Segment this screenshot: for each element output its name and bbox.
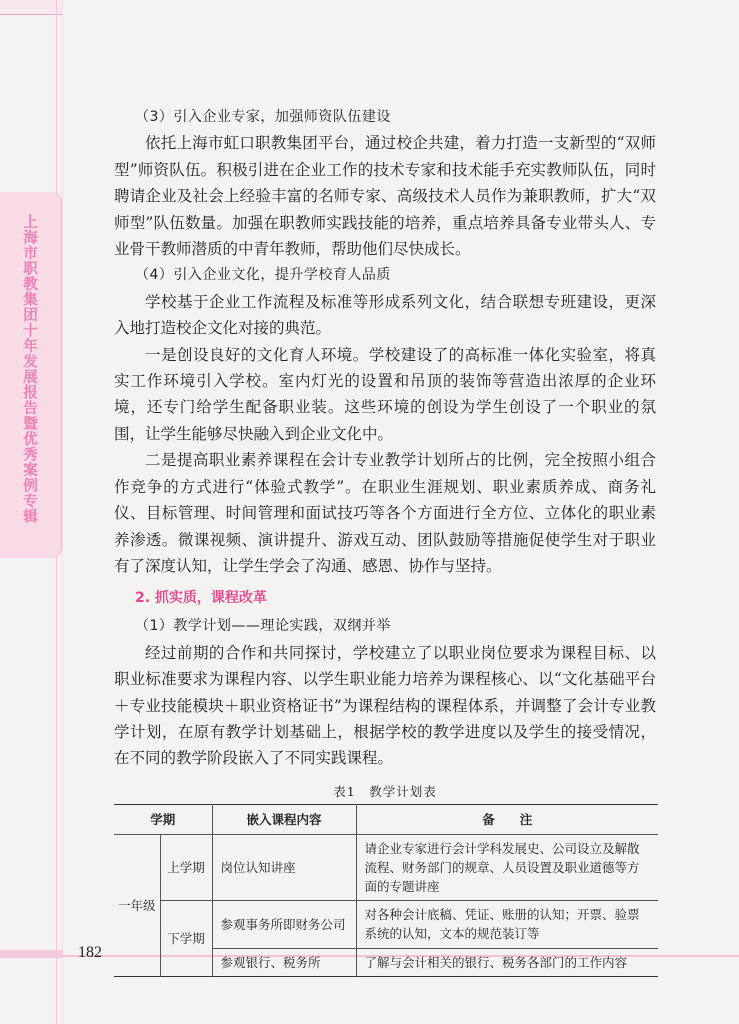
- course-cell: 参观事务所即财务公司: [212, 900, 356, 948]
- paragraph: 学校基于企业工作流程及标准等形成系列文化，结合联想专班建设，更深入地打造校企文化对接的典范。: [114, 292, 656, 338]
- term-cell: 上学期: [160, 834, 212, 900]
- table-header-row: [114, 804, 658, 834]
- note-cell: 了解与会计相关的银行、税务各部门的工作内容: [356, 948, 658, 976]
- side-tab-title: 上海市职教集团十年发展报告暨优秀案例专辑: [21, 214, 37, 524]
- teaching-plan-table: [114, 804, 658, 977]
- header-term: 学期: [114, 804, 212, 834]
- subsection-heading-3: （3）引入企业专家，加强师资队伍建设: [135, 109, 391, 125]
- paragraph: 依托上海市虹口职教集团平台，通过校企共建，着力打造一支新型的“双师型”师资队伍。积极引进在企业工作的技术专家和技术能手充实教师队伍，同时聘请企业及社会上经验丰富的名师专家、高级技术人员作为兼职教师，扩大“双师型”队伍数量。加强在职教师实践技能的培养，重点培养具备专业带头人、专业骨干教师潜质的中青年教师，帮助他们尽快成长。: [114, 134, 656, 259]
- paragraph: 经过前期的合作和共同探讨，学校建立了以职业岗位要求为课程目标、以职业标准要求为课程内容、以学生职业能力培养为课程核心、以“文化基础平台＋专业技能模块＋职业资格证书”为课程结构的课程体系，并调整了会计专业教学计划，在原有教学计划基础上，根据学校的教学进度以及学生的接受情况，在不同的教学阶段嵌入了不同实践课程。: [114, 643, 656, 768]
- paragraph: 一是创设良好的文化育人环境。学校建设了的高标准一体化实验室，将真实工作环境引入学校。室内灯光的设置和吊顶的装饰等营造出浓厚的企业环境，还专门给学生配备职业装。这些环境的创设为学生创设了一个职业的氛围，让学生能够尽快融入到企业文化中。: [114, 345, 656, 443]
- margin-rule-inner: [62, 0, 63, 1024]
- top-corner-band: [0, 0, 63, 15]
- course-cell: 岗位认知讲座: [212, 834, 356, 900]
- section-heading-2: 2. 抓实质，课程改革: [135, 590, 267, 607]
- note-cell: 对各种会计底稿、凭证、账册的认知；开票、验票系统的认知，文本的规范装订等: [356, 900, 658, 948]
- page-content: [114, 104, 656, 977]
- header-note: 备 注: [356, 804, 658, 834]
- note-cell: 请企业专家进行会计学科发展史、公司设立及解散流程、财务部门的规章、人员设置及职业道德等方面的专题讲座: [356, 834, 658, 900]
- header-course: 嵌入课程内容: [212, 804, 356, 834]
- subsection-heading-1: （1）教学计划——理论实践，双纲并举: [135, 618, 391, 635]
- page-number: 182: [78, 944, 102, 961]
- course-cell: 参观银行、税务所: [212, 948, 356, 976]
- table-caption: 表1 教学计划表: [333, 783, 437, 799]
- paragraph: 二是提高职业素养课程在会计专业教学计划所占的比例，完全按照小组合作竞争的方式进行“体验式教学”。在职业生涯规划、职业素质养成、商务礼仪、目标管理、时间管理和面试技巧等各个方面进行全方位、立体化的职业素养渗透。微课视频、演讲提升、游戏互动、团队鼓励等措施促使学生对于职业有了深度认知，让学生学会了沟通、感恩、协作与坚持。: [114, 451, 656, 575]
- term-cell: 下学期: [160, 900, 212, 976]
- table-row: [114, 834, 658, 900]
- bottom-accent-bar: [0, 950, 62, 958]
- grade-cell: 一年级: [117, 897, 156, 913]
- subsection-heading-4: （4）引入企业文化，提升学校育人品质: [135, 267, 391, 284]
- table-row: [114, 900, 658, 948]
